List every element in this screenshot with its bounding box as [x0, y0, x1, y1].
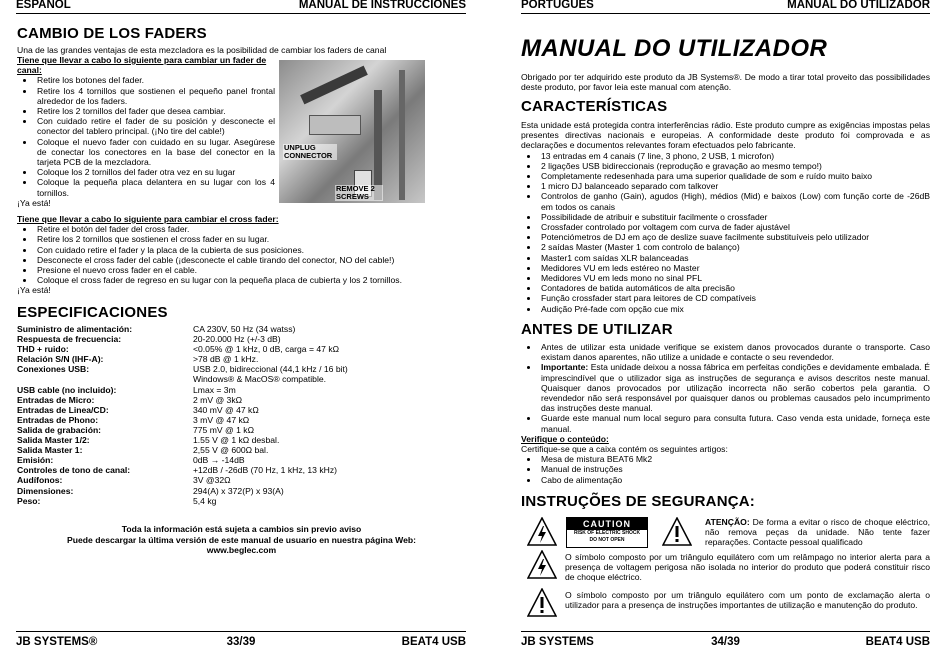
spec-value: 20-20.000 Hz (+/-3 dB)	[193, 334, 281, 345]
done-text: ¡Ya está!	[17, 285, 51, 296]
verify-heading: Verifique o conteúdo:	[521, 433, 609, 444]
header-title: MANUAL DE INSTRUCCIONES	[298, 0, 466, 11]
list-item: • Contadores de batida automáticos de alta precisão	[539, 283, 930, 293]
channel-fader-lead: Tiene que llevar a cabo lo siguiente para cambiar un fader de canal:	[17, 55, 267, 76]
spec-row	[17, 425, 348, 435]
channel-fader-steps	[17, 75, 275, 197]
page-header	[521, 0, 930, 14]
spec-label: Entradas de Phono:	[17, 414, 99, 425]
faders-section	[17, 25, 466, 42]
fader-shape	[309, 115, 361, 135]
cross-fader-block	[17, 214, 466, 296]
list-item: • 2 saídas Master (Master 1 com controlo de balanço)	[539, 242, 930, 252]
spec-value: Lmax = 3m	[193, 384, 236, 395]
intro-text: Obrigado por ter adquirido este produto da JB Systems®. De modo a tirar total proveito das possibilidades deste produto, por favor leia este manual com atenção.	[521, 72, 930, 93]
spec-row	[17, 465, 348, 475]
list-item: • Retire los 4 tornillos que sostienen el pequeño panel frontal alrededor de los faders.	[35, 86, 275, 106]
list-item: • Retire los botones del fader.	[35, 75, 275, 85]
spec-value: Windows® & MacOS® compatible.	[193, 374, 327, 385]
spec-value: CA 230V, 50 Hz (34 watss)	[193, 324, 296, 334]
list-item: • Crossfader controlado por voltagem com curva de fader ajustável	[539, 222, 930, 232]
list-item: • 2 ligações USB bidireccionais (reprodução e gravação ao mesmo tempo!)	[539, 161, 930, 171]
list-item: • Coloque el cross fader de regreso en su lugar con la pequeña placa de cubierta y los 2 tornillos.	[35, 275, 466, 285]
list-item: • Medidores VU em leds mono no sinal PFL	[539, 273, 930, 283]
list-item: • Con cuidado retire el fader de su posición y desconecte el conector del tablero principal. (¡No tire del cable!)	[35, 116, 275, 136]
lightning-warning-icon	[527, 550, 557, 580]
list-item: • Medidores VU em leds estéreo no Master	[539, 263, 930, 273]
spec-row	[17, 445, 348, 455]
specs-table-block	[17, 324, 466, 506]
spec-label: Entradas de Micro:	[17, 394, 95, 405]
list-item: • Manual de instruções	[539, 464, 930, 474]
list-item: • Con cuidado retire el fader y la placa de la cubierta de sus posiciones.	[35, 245, 466, 255]
page-footer	[521, 631, 930, 650]
list-item: • Audição Pré-fade com opção cue mix	[539, 304, 930, 314]
left-page	[0, 0, 470, 654]
list-item: • Antes de utilizar esta unidade verifique se existem danos provocados durante o transporte. Caso existam danos aparentes, não utilize a unidade e contacte o seu revendedor.	[539, 342, 930, 362]
spec-label: Respuesta de frecuencia:	[17, 334, 122, 345]
spec-value: 1.55 V @ 1 kΩ desbal.	[193, 435, 280, 446]
channel-fader-block	[17, 55, 275, 208]
features-intro: Esta unidade está protegida contra interferências rádio. Este produto cumpre as exigências impostas pelas presentes directivas nacionais e europeias. A conformidade deste produto foi comprovada e as declarações e documentos relevantes foram efectuados pelo fabricante.	[521, 120, 930, 151]
list-item: • Coloque la pequeña placa delantera en su lugar con los 4 tornillos.	[35, 177, 275, 197]
header-language: ESPAÑOL	[16, 0, 71, 11]
spec-label: Salida de grabación:	[17, 424, 102, 435]
caution-line: DO NOT OPEN	[589, 537, 625, 543]
list-item: • Coloque el nuevo fader con cuidado en su lugar. Asegúrese de conectar los conectores en la base del conector en la tarjeta PCB de la mezcladora.	[35, 137, 275, 168]
list-item: • Retire los 2 tornillos que sostienen el cross fader en su lugar.	[35, 234, 466, 244]
faders-intro: Una de las grandes ventajas de esta mezcladora es la posibilidad de cambiar los faders de canal	[17, 45, 387, 55]
spec-value: >78 dB @ 1 kHz.	[193, 354, 259, 365]
spec-label: THD + ruido:	[17, 344, 69, 355]
features-section	[521, 98, 930, 115]
features-heading: CARACTERÍSTICAS	[521, 98, 668, 115]
intro-block	[521, 72, 930, 92]
spec-value: 0dB → -14dB	[193, 455, 245, 466]
faders-heading: CAMBIO DE LOS FADERS	[17, 25, 207, 42]
specs-section	[17, 304, 466, 321]
done-text: ¡Ya está!	[17, 197, 51, 208]
list-item: • Presione el nuevo cross fader en el cable.	[35, 265, 466, 275]
list-item: • Guarde este manual num local seguro para consulta futura. Caso venda esta unidade, forneça este manual.	[539, 413, 930, 433]
attention-text	[705, 517, 930, 548]
spec-row	[17, 415, 348, 425]
fader-shape	[374, 90, 382, 200]
spec-row	[17, 364, 348, 374]
spec-value: USB 2.0, bidireccional (44,1 kHz / 16 bit)	[193, 364, 348, 375]
website-link[interactable]: www.beglec.com	[206, 545, 277, 555]
caution-line: RISK OF ELECTRIC SHOCK	[573, 530, 641, 536]
list-item: • Retire el botón del fader del cross fader.	[35, 224, 466, 234]
features-block	[521, 120, 930, 314]
spec-value: 5,4 kg	[193, 495, 217, 506]
spec-label: Relación S/N (IHF-A):	[17, 354, 104, 365]
list-item: • Mesa de mistura BEAT6 Mk2	[539, 454, 930, 464]
before-heading: ANTES DE UTILIZAR	[521, 321, 673, 338]
spec-row	[17, 324, 348, 334]
header-title: MANUAL DO UTILIZADOR	[787, 0, 930, 11]
photo-label-remove: REMOVE 2 SCREWS	[335, 185, 383, 201]
lightning-warning-icon	[527, 517, 557, 547]
list-item: • Função crossfader start para leitores de CD compatíveis	[539, 293, 930, 303]
spec-label: USB cable (no incluido):	[17, 384, 117, 395]
list-item: • 1 micro DJ balanceado separado com talkover	[539, 181, 930, 191]
spec-label: Dimensiones:	[17, 485, 74, 496]
footer-page-number: 34/39	[711, 636, 740, 648]
spec-value: 294(A) x 372(P) x 93(A)	[193, 485, 284, 496]
before-block	[521, 342, 930, 485]
exclamation-warning-icon	[662, 517, 692, 547]
notice-line: Puede descargar la última versión de este manual de usuario en nuestra página Web:	[67, 534, 416, 545]
list-item: • Potenciómetros de DJ em aço de deslize suave facilmente substituíveis pelo utilizador	[539, 232, 930, 242]
list-item: • Possibilidade de atribuir e substituir facilmente o crossfader	[539, 212, 930, 222]
contents-list	[521, 454, 930, 485]
specs-heading: ESPECIFICACIONES	[17, 304, 168, 321]
page-footer	[16, 631, 466, 650]
spec-value: 2,55 V @ 600Ω bal.	[193, 445, 269, 456]
spec-row	[17, 374, 348, 384]
spec-row	[17, 455, 348, 465]
spec-row	[17, 405, 348, 415]
caution-title: CAUTION	[567, 518, 647, 530]
notice-line: Toda la información está sujeta a cambios sin previo aviso	[121, 524, 362, 534]
spec-row	[17, 395, 348, 405]
important-text: Esta unidade deixou a nossa fábrica em perfeitas condições e devidamente embalada. É imprescindível que o utilizador siga as instruções de segurança e avisos descritos neste manual. Quaisquer danos provocados por utilização incorrecta não serão cobertos pela garantia. O revendedor não será responsável por quaisquer danos ou problemas causados pelo incumprimento das instruções deste manual.	[541, 362, 930, 414]
list-item: • Controlos de ganho (Gain), agudos (High), médios (Mid) e baixos (Low) com função corte de -26dB em todos os canais	[539, 191, 930, 211]
attention-body: De forma a evitar o risco de choque eléctrico, não remova peças da unidade. Não tente fazer reparações. Contacte pessoal qualificado	[705, 517, 930, 548]
spec-label: Salida Master 1:	[17, 445, 83, 456]
fader-shape	[399, 70, 405, 200]
cross-fader-lead: Tiene que llevar a cabo lo siguiente para cambiar el cross fader:	[17, 214, 279, 224]
photo-label-unplug: UNPLUG CONNECTOR	[283, 144, 337, 160]
footer-model: BEAT4 USB	[865, 636, 930, 648]
spec-row	[17, 354, 348, 364]
footer-model: BEAT4 USB	[401, 636, 466, 648]
spec-label: Entradas de Linea/CD:	[17, 404, 109, 415]
specs-table	[17, 324, 348, 506]
list-item: • Master1 com saídas XLR balanceadas	[539, 253, 930, 263]
footer-brand: JB SYSTEMS®	[16, 636, 98, 648]
list-item: • Retire los 2 tornillos del fader que desea cambiar.	[35, 106, 275, 116]
spec-row	[17, 486, 348, 496]
faders-intro-block	[17, 45, 464, 55]
spec-label: Conexiones USB:	[17, 364, 90, 375]
spec-label: Emisión:	[17, 455, 54, 466]
cross-fader-steps	[17, 224, 466, 285]
spec-row	[17, 334, 348, 344]
spec-value: 775 mV @ 1 kΩ	[193, 424, 255, 435]
spec-row	[17, 344, 348, 354]
list-item: • Desconecte el cross fader del cable (¡desconecte el cable tirando del conector, NO del cable!)	[35, 255, 466, 265]
footer-page-number: 33/39	[226, 636, 256, 648]
attention-label: ATENÇÃO:	[705, 517, 750, 527]
list-item	[539, 362, 930, 413]
list-item: • Completamente redesenhada para uma superior qualidade de som e ruído muito baixo	[539, 171, 930, 181]
spec-label	[17, 374, 193, 384]
spec-value: 3 mV @ 47 kΩ	[193, 414, 250, 425]
attention-block	[705, 517, 930, 548]
spec-label: Controles de tono de canal:	[17, 465, 131, 476]
before-list	[521, 342, 930, 434]
important-label: Importante:	[541, 362, 589, 373]
safety-section	[521, 493, 930, 510]
exclamation-symbol-text: O símbolo composto por um triângulo equilátero com um ponto de exclamação alerta o utilizador para a presença de instruções importantes de utilização e manutenção do produto.	[565, 590, 930, 611]
notice-block	[17, 524, 466, 556]
spec-value: 340 mV @ 47 kΩ	[193, 404, 259, 415]
footer-brand: JB SYSTEMS	[521, 636, 594, 648]
safety-heading: INSTRUÇÕES DE SEGURANÇA:	[521, 493, 755, 510]
exclamation-warning-icon	[527, 588, 557, 618]
spec-label: Suministro de alimentación:	[17, 324, 133, 334]
spec-value: 2 mV @ 3kΩ	[193, 394, 243, 405]
verify-intro: Certifique-se que a caixa contém os seguintes artigos:	[521, 444, 728, 455]
manual-title-block	[521, 35, 930, 62]
spec-label: Audífonos:	[17, 475, 63, 486]
exclamation-symbol-block	[565, 590, 930, 610]
bolt-symbol-block	[565, 552, 930, 583]
spec-row	[17, 475, 348, 485]
right-page	[505, 0, 950, 654]
spec-label: Peso:	[17, 495, 41, 506]
fader-shape	[300, 66, 368, 105]
list-item: • Coloque los 2 tornillos del fader otra vez en su lugar	[35, 167, 275, 177]
spec-row	[17, 435, 348, 445]
caution-label	[566, 517, 648, 548]
fader-photo	[279, 60, 425, 203]
before-section	[521, 321, 930, 338]
spec-row	[17, 385, 348, 395]
list-item: • 13 entradas em 4 canais (7 line, 3 phono, 2 USB, 1 microfon)	[539, 151, 930, 161]
features-list	[521, 151, 930, 314]
spec-row	[17, 496, 348, 506]
spec-label: Salida Master 1/2:	[17, 435, 90, 446]
spec-value: <0.05% @ 1 kHz, 0 dB, carga = 47 kΩ	[193, 344, 340, 355]
manual-title: MANUAL DO UTILIZADOR	[521, 35, 828, 62]
spec-value: +12dB / -26dB (70 Hz, 1 kHz, 13 kHz)	[193, 465, 338, 476]
page-header	[16, 0, 466, 14]
list-item: • Cabo de alimentação	[539, 475, 930, 485]
spec-value: 3V @32Ω	[193, 475, 231, 486]
bolt-symbol-text: O símbolo composto por um triângulo equilátero com um relâmpago no interior alerta para a presença de voltagem perigosa não isolada no interior do produto que poderá constituir risco de choque eléctrico.	[565, 552, 930, 583]
header-language: PORTUGUÊS	[521, 0, 594, 11]
